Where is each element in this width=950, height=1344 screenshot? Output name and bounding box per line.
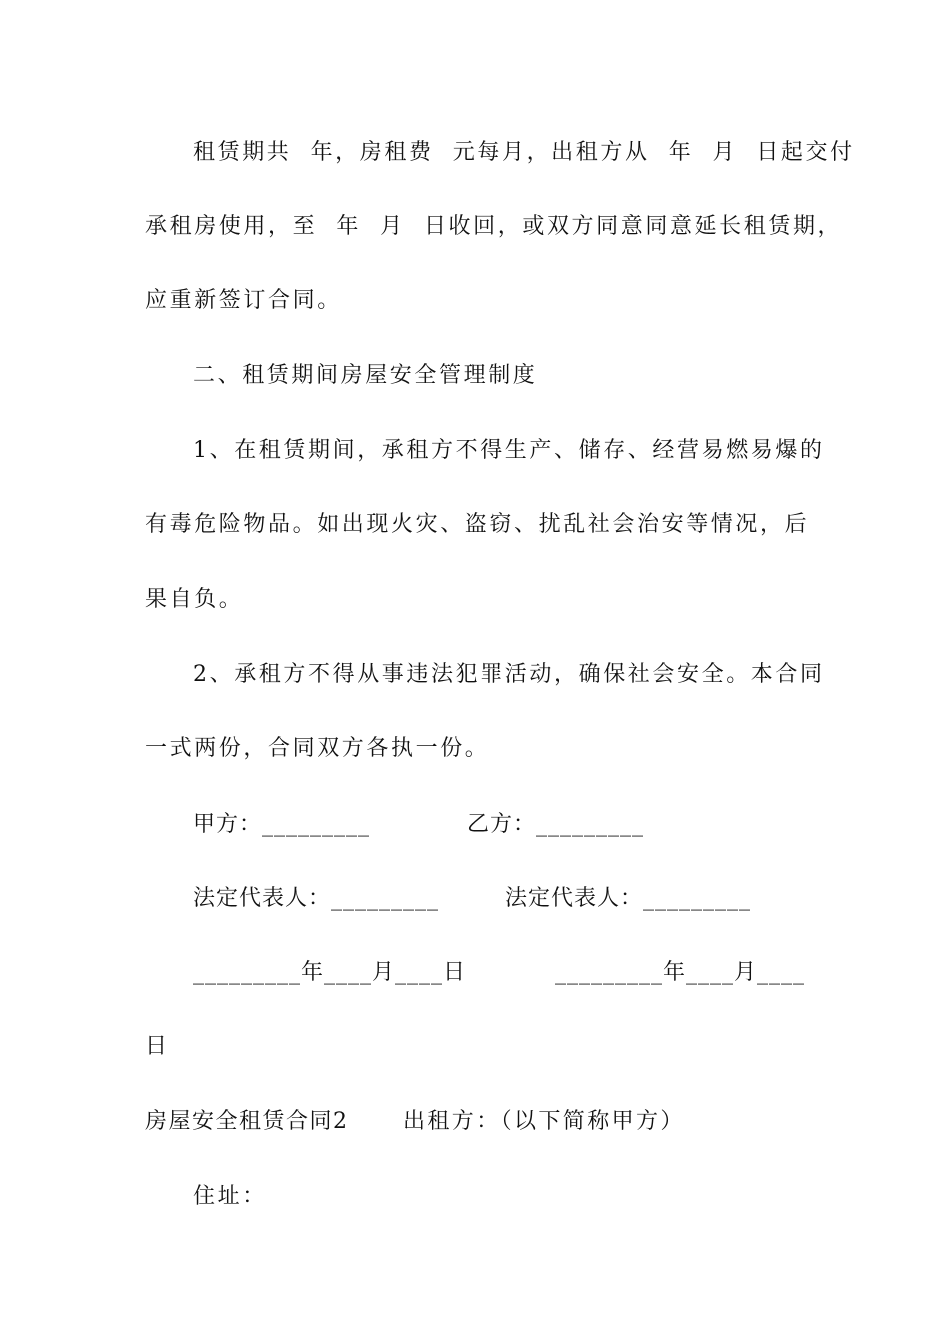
paragraph-line: 2、承租方不得从事违法犯罪活动，确保社会安全。本合同: [193, 662, 825, 687]
paragraph-line: 一式两份，合同双方各执一份。: [145, 736, 490, 761]
legal-rep-b-field: 法定代表人：_________: [505, 886, 752, 911]
contract-title-2: 房屋安全租赁合同2: [145, 1109, 349, 1134]
paragraph-line: 应重新签订合同。: [145, 288, 342, 313]
section-heading: 二、租赁期间房屋安全管理制度: [193, 363, 538, 388]
party-b-field: 乙方：_________: [467, 812, 645, 837]
date-b-field: _________年____月____: [555, 960, 806, 985]
lessor-label: 出租方：（以下简称甲方）: [403, 1109, 685, 1134]
date-a-field: _________年____月____日: [193, 960, 467, 985]
paragraph-line: 有毒危险物品。如出现火灾、盗窃、扰乱社会治安等情况，后: [145, 512, 810, 537]
legal-rep-a-field: 法定代表人：_________: [193, 886, 440, 911]
party-a-field: 甲方：_________: [193, 812, 371, 837]
paragraph-line: 1、在租赁期间，承租方不得生产、储存、经营易燃易爆的: [193, 438, 825, 463]
date-b-day-label: 日: [145, 1034, 169, 1059]
paragraph-line: 果自负。: [145, 587, 244, 612]
paragraph-line: 承租房使用，至 年 月 日收回，或双方同意同意延长租赁期，: [145, 214, 843, 239]
paragraph-line: 租赁期共 年，房租费 元每月，出租方从 年 月 日起交付: [193, 140, 855, 165]
address-label: 住址：: [193, 1184, 267, 1209]
